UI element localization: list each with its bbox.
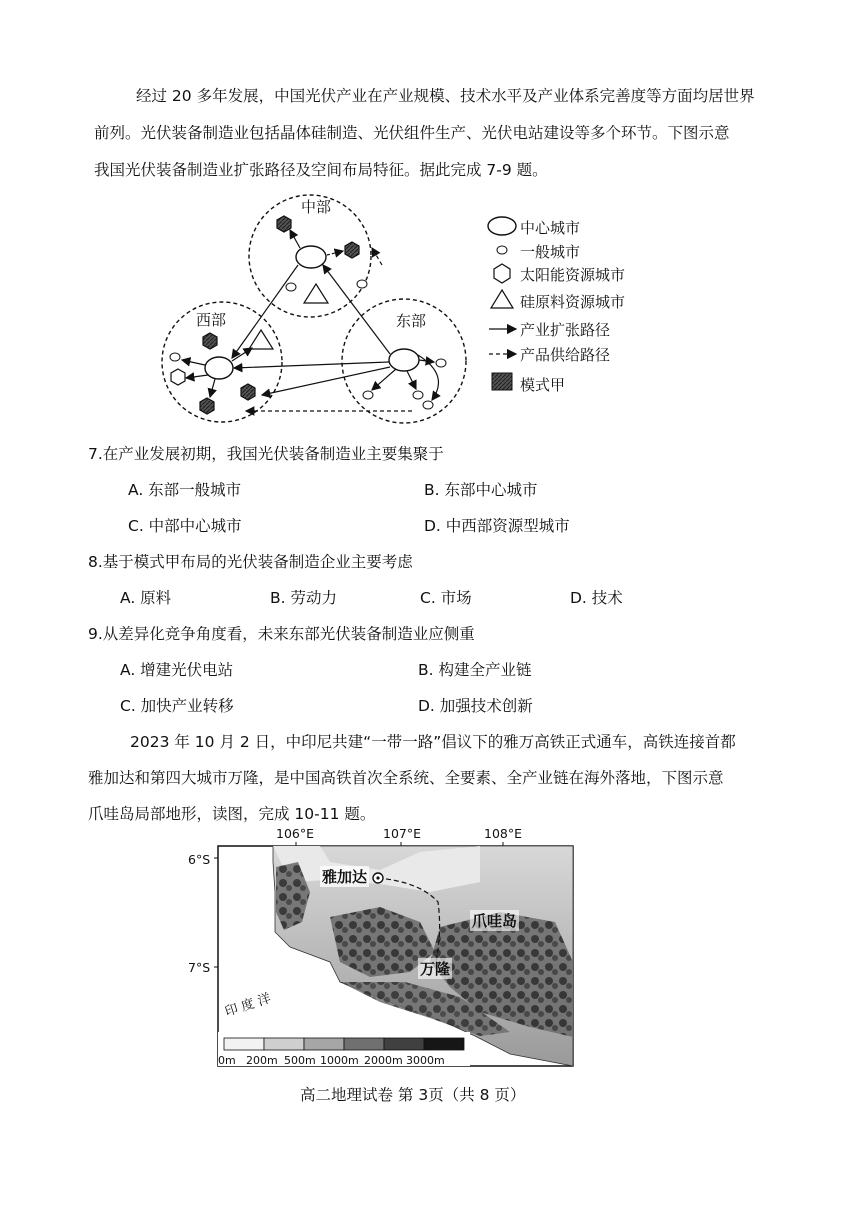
legend-label-expansion: 产业扩张路径	[520, 321, 611, 339]
arrow-central-to-central-solar	[290, 230, 300, 248]
question-8-option-a[interactable]: A. 原料	[120, 589, 172, 607]
legend-city-icon	[497, 246, 507, 254]
east-region-label: 东部	[396, 312, 427, 330]
question-9-option-d[interactable]: D. 加强技术创新	[418, 697, 533, 715]
question-7-option-a[interactable]: A. 东部一般城市	[128, 481, 242, 499]
west-hub-city	[205, 357, 233, 379]
central-hub-city	[296, 246, 326, 268]
central-city-2	[357, 280, 367, 288]
scale-label-0: 0m	[218, 1054, 236, 1067]
west-silicon-city	[249, 330, 273, 349]
question-7-option-b[interactable]: B. 东部中心城市	[424, 481, 538, 499]
intro1-line-3: 我国光伏装备制造业扩张路径及空间布局特征。据此完成 7-9 题。	[94, 161, 548, 179]
arrow-west-hub-to-city	[182, 360, 205, 365]
scale-label-3000: 3000m	[406, 1054, 445, 1067]
arrow-central-to-central-solar-2	[327, 251, 343, 255]
west-solar-city-4	[241, 384, 255, 400]
scale-label-1000: 1000m	[320, 1054, 359, 1067]
scale-label-200: 200m	[246, 1054, 278, 1067]
west-solar-city-2	[171, 369, 185, 385]
page-footer: 高二地理试卷 第 3页（共 8 页）	[300, 1086, 526, 1104]
lon-tick-107: 107°E	[383, 826, 422, 841]
question-9-option-c[interactable]: C. 加快产业转移	[120, 697, 234, 715]
legend-icons	[486, 214, 520, 404]
legend-solar-city-icon	[494, 264, 510, 283]
central-silicon-city	[304, 284, 328, 303]
jakarta-label: 雅加达	[322, 868, 368, 886]
scale-label-500: 500m	[284, 1054, 316, 1067]
arrow-east-hub-to-city-2	[372, 369, 396, 390]
java-terrain-map	[180, 822, 600, 1072]
bandung-label: 万隆	[420, 960, 451, 978]
west-region-label: 西部	[196, 311, 227, 329]
question-7-stem: 7.在产业发展初期，我国光伏装备制造业主要集聚于	[88, 445, 444, 463]
supply-central-to-east	[372, 248, 382, 265]
diagram-legend	[486, 214, 666, 404]
east-city-2	[363, 391, 373, 399]
question-9-option-a[interactable]: A. 增建光伏电站	[120, 661, 234, 679]
lon-tick-106: 106°E	[276, 826, 315, 841]
intro1-line-1: 经过 20 多年发展，中国光伏产业在产业规模、技术水平及产业体系完善度等方面均居世界	[136, 87, 755, 105]
question-8-option-d[interactable]: D. 技术	[570, 589, 623, 607]
lat-tick-7s: 7°S	[188, 960, 211, 975]
question-8-stem: 8.基于模式甲布局的光伏装备制造企业主要考虑	[88, 553, 413, 571]
scale-swatch-2	[304, 1038, 344, 1050]
arrow-west-hub-to-solar	[186, 375, 208, 378]
lon-tick-108: 108°E	[484, 826, 523, 841]
arrow-east-to-central	[323, 265, 390, 354]
legend-label-mode-a: 模式甲	[520, 376, 566, 394]
map-canvas	[180, 822, 600, 1072]
question-7-option-d[interactable]: D. 中西部资源型城市	[424, 517, 570, 535]
intro2-line-2: 雅加达和第四大城市万隆，是中国高铁首次全系统、全要素、全产业链在海外落地，下图示意	[88, 769, 724, 787]
legend-hub-city-icon	[488, 217, 516, 235]
legend-silicon-city-icon	[491, 290, 513, 308]
question-9-option-b[interactable]: B. 构建全产业链	[418, 661, 532, 679]
west-solar-city-1	[203, 333, 217, 349]
legend-label-silicon-city: 硅原料资源城市	[520, 293, 626, 311]
indian-ocean-label: 印 度 洋	[223, 991, 273, 1021]
scale-swatch-3	[344, 1038, 384, 1050]
legend-label-supply: 产品供给路径	[520, 346, 611, 364]
scale-swatch-1	[264, 1038, 304, 1050]
question-7-option-c[interactable]: C. 中部中心城市	[128, 517, 242, 535]
question-9-stem: 9.从差异化竞争角度看，未来东部光伏装备制造业应侧重	[88, 625, 475, 643]
legend-label-city: 一般城市	[520, 243, 581, 261]
legend-label-solar-city: 太阳能资源城市	[520, 266, 626, 284]
central-city-1	[286, 283, 296, 291]
lat-tick-6s: 6°S	[188, 852, 211, 867]
east-city-4	[423, 401, 433, 409]
legend-hatched-square-icon	[492, 373, 512, 390]
question-8-option-c[interactable]: C. 市场	[420, 589, 472, 607]
arrow-east-hub-to-city-3	[407, 371, 416, 389]
central-solar-city-1	[277, 216, 291, 232]
east-city-1	[436, 359, 446, 367]
legend-label-hub-city: 中心城市	[520, 219, 581, 237]
west-solar-city-3	[200, 398, 214, 414]
west-city-1	[170, 353, 180, 361]
intro2-line-3: 爪哇岛局部地形，读图，完成 10-11 题。	[88, 805, 376, 823]
arrow-west-hub-to-solar-3	[210, 379, 215, 397]
scale-swatch-5	[424, 1038, 464, 1050]
central-region-label: 中部	[301, 198, 332, 216]
diagram-canvas	[150, 185, 490, 430]
java-island-label: 爪哇岛	[472, 912, 518, 930]
scale-label-2000: 2000m	[364, 1054, 403, 1067]
east-city-3	[413, 391, 423, 399]
central-solar-city-2	[345, 242, 359, 258]
industry-expansion-diagram	[150, 185, 490, 430]
intro1-line-2: 前列。光伏装备制造业包括晶体硅制造、光伏组件生产、光伏电站建设等多个环节。下图示意	[94, 124, 730, 142]
east-hub-city	[389, 349, 419, 371]
arrow-east-to-west	[234, 362, 389, 368]
intro2-line-1: 2023 年 10 月 2 日，中印尼共建“一带一路”倡议下的雅万高铁正式通车，高铁连接首都	[130, 733, 736, 751]
scale-swatch-0	[224, 1038, 264, 1050]
question-8-option-b[interactable]: B. 劳动力	[270, 589, 337, 607]
scale-swatch-4	[384, 1038, 424, 1050]
